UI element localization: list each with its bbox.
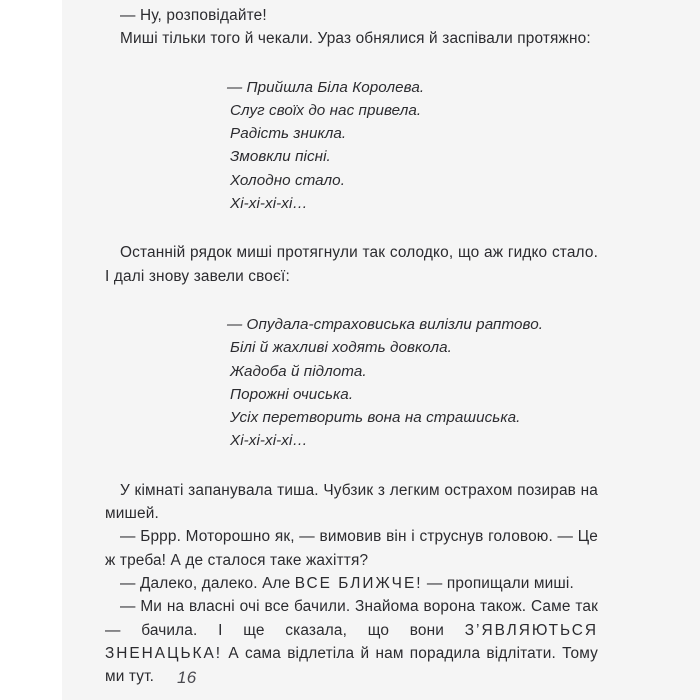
verse-1-line-2: Слуг своїх до нас привела. xyxy=(230,101,422,119)
paragraph-last-line-sweet: Останній рядок миші протягнули так солодко, що аж гидко стало. І далі знову завели своєї: xyxy=(105,244,598,285)
emphasis-appear-suddenly: З’ЯВЛЯЮТЬСЯ ЗНЕНАЦЬКА! xyxy=(105,621,598,662)
paragraph-silence-in-room: У кімнаті запанувала тиша. Чубзик з легким острахом позирав на мишей. xyxy=(105,481,598,523)
verse-1-line-4: Змовкли пісні. xyxy=(230,148,331,166)
verse-2-line-5: Усіх перетворить вона на страшиська. xyxy=(230,409,521,427)
page-gutter-strip xyxy=(0,0,62,700)
spacer-after-verse-1 xyxy=(105,215,598,241)
paragraph-brrr-scary: — Бррр. Моторошно як, — вимовив він і струснув головою. — Це ж треба! А де сталося таке жахіття? xyxy=(105,528,598,569)
spacer-before-verse-1 xyxy=(105,51,598,76)
verse-1-line-6: Хі-хі-хі-хі… xyxy=(230,195,308,213)
verse-2-line-6: Хі-хі-хі-хі… xyxy=(230,432,308,450)
spacer-after-verse-2 xyxy=(105,453,598,479)
verse-2-line-3: Жадоба й підлота. xyxy=(230,362,367,380)
paragraph-mice-sang: Миші тільки того й чекали. Ураз обнялися й заспівали протяжно: xyxy=(120,30,591,48)
verse-block-1 xyxy=(105,76,598,216)
verse-2-line-2: Білі й жахливі ходять довкола. xyxy=(230,339,452,357)
paragraph-far-away-text-2: — пропищали миші. xyxy=(422,574,574,592)
verse-block-2 xyxy=(105,313,598,453)
verse-2-line-1: — Опудала-страховиська вилізли раптово. xyxy=(227,315,544,333)
verse-2-line-4: Порожні очиська. xyxy=(230,385,354,403)
verse-1-line-1: — Прийшла Біла Королева. xyxy=(227,78,425,96)
paragraph-saw-text-2: А сама відлетіла й нам порадила відлітати. Тому ми тут. xyxy=(105,644,598,686)
emphasis-ever-closer: ВСЕ БЛИЖЧЕ! xyxy=(294,574,423,592)
spacer-before-verse-2 xyxy=(105,288,598,313)
page-number: 16 xyxy=(177,668,197,687)
paragraph-dialogue-opening: — Ну, розповідайте! xyxy=(120,7,267,24)
paragraph-far-away xyxy=(105,572,598,595)
book-page xyxy=(62,0,700,700)
paragraph-saw-text-1: — Ми на власні очі все бачили. Знайома ворона також. Саме так — бачила. І ще сказала, що вони xyxy=(105,598,598,639)
verse-1-line-3: Радість зникла. xyxy=(230,125,347,143)
text-column xyxy=(105,4,598,688)
verse-1-line-5: Холодно стало. xyxy=(230,171,345,189)
paragraph-far-away-text-1: — Далеко, далеко. Але xyxy=(120,574,295,592)
